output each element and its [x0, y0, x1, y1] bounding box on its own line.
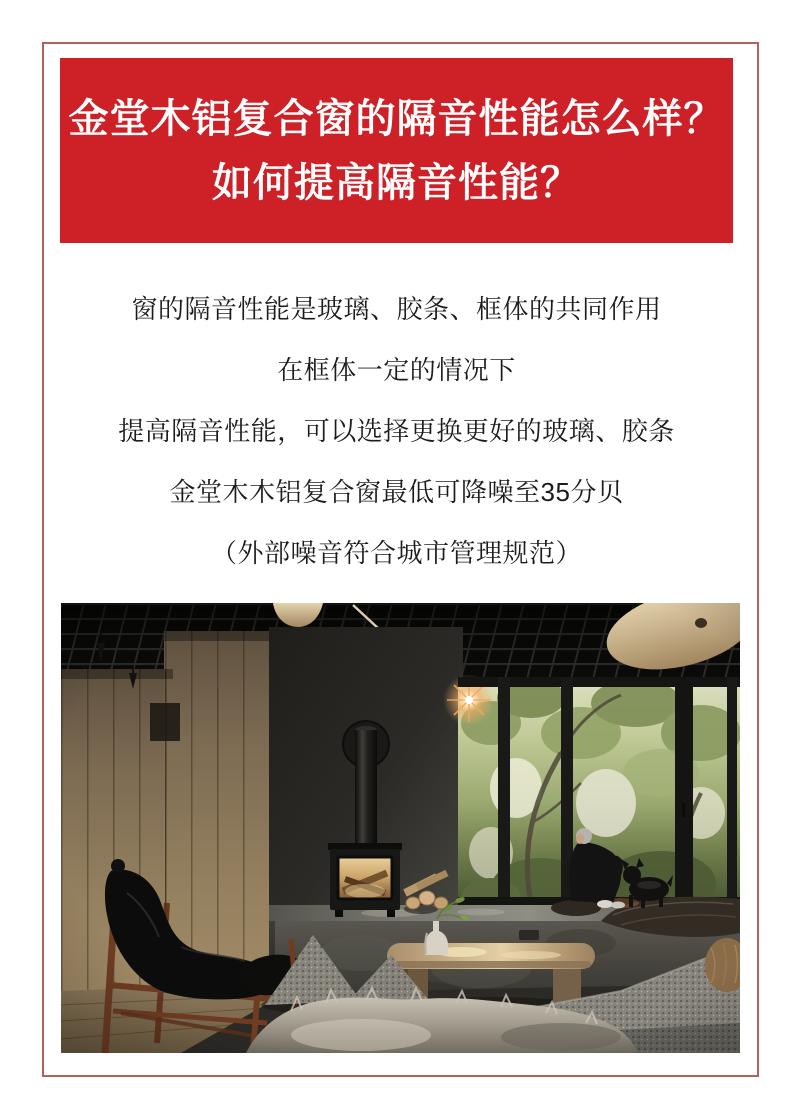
body-text-block — [60, 277, 733, 582]
interior-photo — [61, 603, 740, 1053]
banner-title-line2: 如何提高隔音性能？ — [212, 160, 581, 205]
body-line-1: 窗的隔音性能是玻璃、胶条、框体的共同作用 — [131, 294, 662, 324]
banner-title-line1: 金堂木铝复合窗的隔音性能怎么样？ — [68, 96, 725, 141]
body-line-4: 金堂木木铝复合窗最低可降噪至35分贝 — [169, 477, 624, 507]
body-line-5: （外部噪音符合城市管理规范） — [210, 538, 582, 568]
title-banner — [60, 58, 733, 243]
body-line-3: 提高隔音性能，可以选择更换更好的玻璃、胶条 — [118, 416, 675, 446]
body-line-2: 在框体一定的情况下 — [277, 355, 516, 385]
interior-photo-art — [61, 603, 740, 1053]
vignette-overlay — [61, 603, 740, 1053]
